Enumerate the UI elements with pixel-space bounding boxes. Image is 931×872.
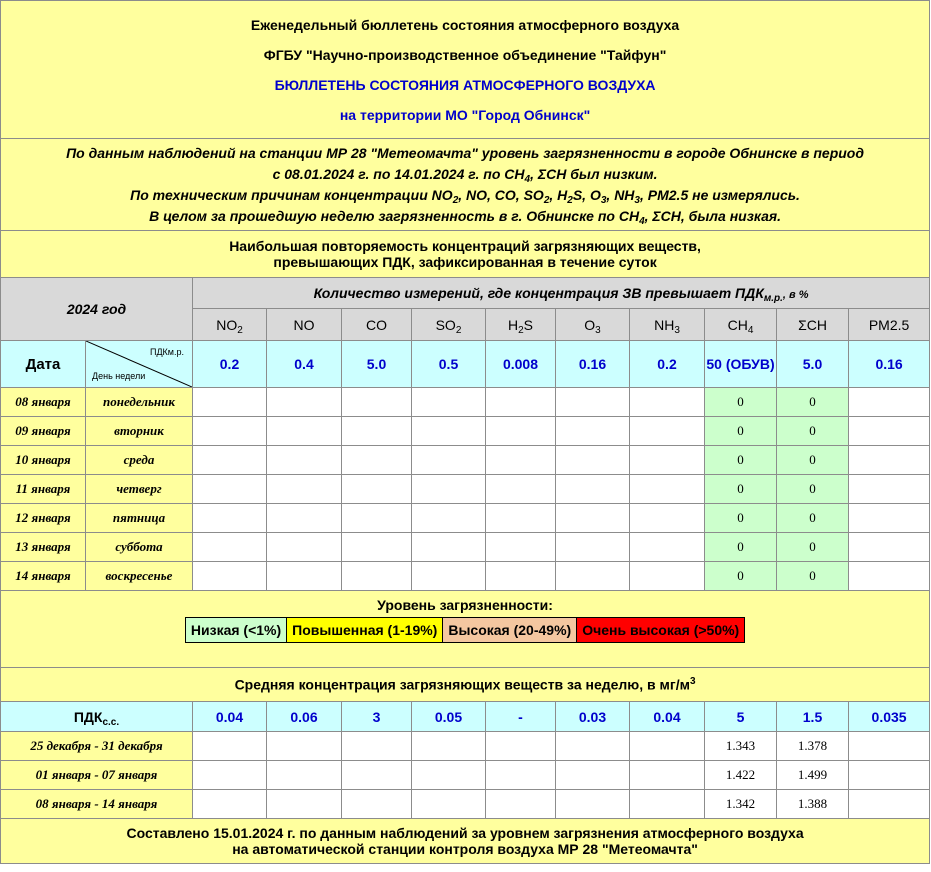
weekly-sch-value: 1.499	[777, 761, 849, 790]
day-empty-cell	[412, 562, 486, 591]
day-date: 12 января	[1, 504, 86, 533]
day-ch4-value: 0	[705, 504, 777, 533]
weekly-empty-cell	[267, 732, 342, 761]
day-weekday: среда	[86, 446, 193, 475]
summary-text: По техническим причинам концентрации NO	[130, 186, 453, 203]
pollutant-header	[777, 309, 849, 341]
pollutant-base: NH	[654, 316, 675, 333]
weekly-empty-cell	[630, 761, 705, 790]
weekly-row	[1, 761, 930, 790]
summary-text: По данным наблюдений на станции МР 28 "Метеомачта" уровень загрязненности в городе Обнинске в период	[66, 144, 864, 161]
day-empty-cell	[630, 533, 705, 562]
day-row	[1, 388, 930, 417]
pdk-ss-value: 0.06	[267, 702, 342, 732]
day-sch-value: 0	[777, 446, 849, 475]
diagonal-bottom-label: День недели	[92, 371, 146, 381]
frequency-title	[1, 231, 930, 278]
pollutant-header	[630, 309, 705, 341]
day-empty-cell	[486, 475, 556, 504]
day-empty-cell	[342, 388, 412, 417]
day-weekday: суббота	[86, 533, 193, 562]
day-ch4-value: 0	[705, 388, 777, 417]
day-row	[1, 417, 930, 446]
pollutant-header	[849, 309, 930, 341]
day-empty-cell	[486, 562, 556, 591]
pollutant-sub: 2	[237, 324, 243, 336]
pollutant-header	[342, 309, 412, 341]
weekly-empty-cell	[267, 761, 342, 790]
pdk-mr-value: 0.4	[267, 341, 342, 388]
pollutant-base: CO	[366, 316, 387, 333]
day-weekday: четверг	[86, 475, 193, 504]
summary-text: с 08.01.2024 г. по 14.01.2024 г. по CH	[272, 165, 525, 182]
pollutant-header	[705, 309, 777, 341]
pollutant-base: NO	[216, 316, 238, 333]
legend-table	[185, 617, 745, 643]
day-empty-cell	[556, 475, 630, 504]
day-sch-value: 0	[777, 388, 849, 417]
day-empty-cell	[412, 388, 486, 417]
weekly-period: 08 января - 14 января	[1, 790, 193, 819]
legend-title: Уровень загрязненности:	[377, 597, 553, 613]
legend-item: Низкая (<1%)	[185, 618, 286, 643]
summary-sub: 2	[452, 194, 459, 206]
year-cell: 2024 год	[1, 278, 193, 341]
count-header-unit: , в %	[782, 289, 809, 301]
day-empty-cell	[486, 533, 556, 562]
pdk-ss-value: 5	[705, 702, 777, 732]
day-empty-cell	[630, 562, 705, 591]
summary-sub: 4	[524, 173, 531, 185]
weekly-empty-cell	[193, 790, 267, 819]
pollutant-sub: 4	[747, 324, 754, 336]
summary-text: , H	[549, 186, 568, 203]
weekly-empty-cell	[342, 732, 412, 761]
summary-line-2	[5, 164, 925, 185]
weekly-empty-cell	[630, 732, 705, 761]
weekly-empty-cell	[849, 790, 930, 819]
summary-line-3	[5, 185, 925, 206]
pollutant-sub: 3	[674, 324, 680, 336]
weekly-empty-cell	[486, 732, 556, 761]
weekly-empty-cell	[849, 732, 930, 761]
pollutant-header	[412, 309, 486, 341]
day-empty-cell	[630, 475, 705, 504]
pdk-ss-value: 0.04	[193, 702, 267, 732]
day-ch4-value: 0	[705, 562, 777, 591]
weekly-ch4-value: 1.342	[705, 790, 777, 819]
day-row	[1, 533, 930, 562]
weekly-title-sup: 3	[689, 676, 696, 688]
day-empty-cell	[193, 475, 267, 504]
day-empty-cell	[267, 533, 342, 562]
pdk-mr-value: 0.16	[556, 341, 630, 388]
day-ch4-value: 0	[705, 417, 777, 446]
day-ch4-value: 0	[705, 446, 777, 475]
summary-block	[1, 139, 930, 231]
day-empty-cell	[193, 533, 267, 562]
weekly-empty-cell	[267, 790, 342, 819]
day-empty-cell	[267, 417, 342, 446]
pollutant-tail: S	[523, 316, 534, 333]
pdk-ss-label	[1, 702, 193, 732]
day-empty-cell	[849, 417, 930, 446]
weekly-title	[1, 668, 930, 702]
summary-sub: 2	[567, 194, 573, 206]
day-ch4-value: 0	[705, 475, 777, 504]
header-line-3: БЮЛЛЕТЕНЬ СОСТОЯНИЯ АТМОСФЕРНОГО ВОЗДУХА	[274, 76, 656, 93]
day-empty-cell	[342, 446, 412, 475]
pdk-mr-row	[1, 341, 930, 388]
day-empty-cell	[486, 446, 556, 475]
summary-text: В целом за прошедшую неделю загрязненность в г. Обнинске по CH	[149, 207, 640, 224]
day-empty-cell	[267, 562, 342, 591]
summary-line-4	[5, 206, 925, 227]
day-date: 10 января	[1, 446, 86, 475]
summary-text: , ΣCH, была низкая.	[644, 207, 782, 224]
weekly-empty-cell	[412, 790, 486, 819]
weekly-empty-cell	[556, 790, 630, 819]
weekly-empty-cell	[556, 732, 630, 761]
day-date: 11 января	[1, 475, 86, 504]
pollutant-base: CH	[727, 316, 748, 333]
day-row	[1, 475, 930, 504]
day-empty-cell	[342, 475, 412, 504]
day-sch-value: 0	[777, 475, 849, 504]
day-date: 13 января	[1, 533, 86, 562]
frequency-title-line-1: Наибольшая повторяемость концентраций загрязняющих веществ,	[229, 238, 701, 254]
day-empty-cell	[193, 446, 267, 475]
day-weekday: воскресенье	[86, 562, 193, 591]
weekly-period: 01 января - 07 января	[1, 761, 193, 790]
pdk-mr-value: 0.5	[412, 341, 486, 388]
pdk-ss-value: 0.03	[556, 702, 630, 732]
pdk-ss-label-sub: с.с.	[102, 716, 120, 728]
day-empty-cell	[849, 388, 930, 417]
legend-item: Очень высокая (>50%)	[577, 618, 745, 643]
day-sch-value: 0	[777, 504, 849, 533]
weekly-empty-cell	[412, 761, 486, 790]
footer-line-1: Составлено 15.01.2024 г. по данным наблюдений за уровнем загрязнения атмосферного воздуха	[126, 825, 804, 841]
weekly-empty-cell	[486, 761, 556, 790]
day-empty-cell	[486, 388, 556, 417]
day-weekday: понедельник	[86, 388, 193, 417]
pdk-mr-value: 50 (ОБУВ)	[705, 341, 777, 388]
day-empty-cell	[193, 504, 267, 533]
summary-text: , ΣCH был низким.	[530, 165, 658, 182]
pdk-ss-value: -	[486, 702, 556, 732]
diagonal-header-cell	[86, 341, 193, 388]
date-label: Дата	[1, 341, 86, 388]
weekly-title-text: Средняя концентрация загрязняющих веществ за неделю, в мг/м	[234, 676, 690, 693]
pdk-ss-value: 3	[342, 702, 412, 732]
pdk-ss-value: 0.035	[849, 702, 930, 732]
weekly-empty-cell	[342, 790, 412, 819]
count-header-text: Количество измерений, где концентрация ЗВ превышает ПДК	[313, 285, 764, 301]
day-empty-cell	[342, 533, 412, 562]
day-empty-cell	[342, 504, 412, 533]
pollutant-base: H	[507, 316, 519, 333]
day-empty-cell	[486, 504, 556, 533]
weekly-row	[1, 732, 930, 761]
day-empty-cell	[556, 562, 630, 591]
pollutant-base: SO	[435, 316, 456, 333]
day-date: 08 января	[1, 388, 86, 417]
pollutant-sub: 3	[595, 324, 601, 336]
pdk-mr-value: 0.2	[630, 341, 705, 388]
legend-item: Повышенная (1-19%)	[287, 618, 443, 643]
pdk-ss-value: 0.05	[412, 702, 486, 732]
pollutant-header	[556, 309, 630, 341]
pdk-mr-value: 5.0	[777, 341, 849, 388]
day-empty-cell	[267, 388, 342, 417]
day-empty-cell	[849, 533, 930, 562]
footer-line-2: на автоматической станции контроля воздуха МР 28 "Метеомачта"	[232, 841, 698, 857]
day-empty-cell	[486, 417, 556, 446]
day-empty-cell	[556, 533, 630, 562]
day-weekday: пятница	[86, 504, 193, 533]
summary-line-1	[5, 143, 925, 164]
day-row	[1, 504, 930, 533]
header-line-2: ФГБУ "Научно-производственное объединение "Тайфун"	[263, 46, 667, 63]
day-empty-cell	[849, 475, 930, 504]
day-empty-cell	[556, 388, 630, 417]
weekly-sch-value: 1.378	[777, 732, 849, 761]
pdk-ss-value: 1.5	[777, 702, 849, 732]
summary-text: , PM2.5 не измерялись.	[639, 186, 800, 203]
summary-text: , NH	[606, 186, 635, 203]
count-header	[193, 278, 930, 309]
day-empty-cell	[412, 446, 486, 475]
day-sch-value: 0	[777, 562, 849, 591]
header-line-4: на территории МО "Город Обнинск"	[339, 106, 591, 123]
day-empty-cell	[630, 504, 705, 533]
day-date: 14 января	[1, 562, 86, 591]
diagonal-top-label: ПДКм.р.	[149, 347, 184, 357]
day-empty-cell	[630, 417, 705, 446]
pollutant-header	[193, 309, 267, 341]
pollutant-header	[486, 309, 556, 341]
header-line-1: Еженедельный бюллетень состояния атмосферного воздуха	[250, 16, 680, 33]
pdk-mr-value: 0.2	[193, 341, 267, 388]
day-ch4-value: 0	[705, 533, 777, 562]
summary-sub: 2	[543, 194, 550, 206]
day-empty-cell	[342, 562, 412, 591]
legend-item: Высокая (20-49%)	[443, 618, 577, 643]
summary-text: S, O	[572, 186, 601, 203]
pdk-mr-value: 0.16	[849, 341, 930, 388]
weekly-period: 25 декабря - 31 декабря	[1, 732, 193, 761]
pollutant-sub: 2	[518, 324, 524, 336]
day-row	[1, 562, 930, 591]
day-empty-cell	[412, 417, 486, 446]
day-empty-cell	[412, 504, 486, 533]
day-empty-cell	[342, 417, 412, 446]
day-empty-cell	[556, 417, 630, 446]
day-empty-cell	[849, 446, 930, 475]
weekly-sch-value: 1.388	[777, 790, 849, 819]
frequency-title-line-2: превышающих ПДК, зафиксированная в течение суток	[273, 254, 657, 270]
pdk-ss-label-text: ПДК	[73, 708, 103, 725]
summary-text: , NO, CO, SO	[458, 186, 544, 203]
weekly-empty-cell	[556, 761, 630, 790]
day-empty-cell	[267, 504, 342, 533]
count-header-sub: м.р.	[763, 293, 783, 304]
day-empty-cell	[193, 417, 267, 446]
weekly-empty-cell	[193, 732, 267, 761]
weekly-ch4-value: 1.422	[705, 761, 777, 790]
weekly-empty-cell	[193, 761, 267, 790]
day-empty-cell	[630, 388, 705, 417]
day-empty-cell	[556, 504, 630, 533]
weekly-empty-cell	[412, 732, 486, 761]
pollutant-base: O	[584, 316, 596, 333]
pollutant-base: ΣCH	[798, 316, 827, 333]
day-empty-cell	[193, 562, 267, 591]
day-empty-cell	[267, 446, 342, 475]
day-empty-cell	[267, 475, 342, 504]
pollutant-sub: 2	[455, 324, 462, 336]
pdk-mr-value: 5.0	[342, 341, 412, 388]
summary-sub: 3	[600, 194, 607, 206]
day-empty-cell	[849, 504, 930, 533]
weekly-empty-cell	[630, 790, 705, 819]
weekly-ch4-value: 1.343	[705, 732, 777, 761]
day-empty-cell	[630, 446, 705, 475]
weekly-empty-cell	[849, 761, 930, 790]
pollutant-base: NO	[293, 316, 315, 333]
pdk-ss-row	[1, 702, 930, 732]
pollutant-header	[267, 309, 342, 341]
day-empty-cell	[556, 446, 630, 475]
day-sch-value: 0	[777, 417, 849, 446]
day-weekday: вторник	[86, 417, 193, 446]
weekly-row	[1, 790, 930, 819]
weekly-empty-cell	[486, 790, 556, 819]
weekly-empty-cell	[342, 761, 412, 790]
day-date: 09 января	[1, 417, 86, 446]
day-empty-cell	[412, 475, 486, 504]
pdk-mr-value: 0.008	[486, 341, 556, 388]
day-empty-cell	[412, 533, 486, 562]
pdk-ss-value: 0.04	[630, 702, 705, 732]
legend-block	[1, 591, 930, 668]
footer-block	[1, 819, 930, 864]
day-empty-cell	[849, 562, 930, 591]
bulletin-header	[1, 1, 930, 139]
day-row	[1, 446, 930, 475]
day-sch-value: 0	[777, 533, 849, 562]
summary-sub: 4	[639, 215, 645, 227]
day-empty-cell	[193, 388, 267, 417]
summary-sub: 3	[634, 194, 640, 206]
pollutant-base: PM2.5	[868, 316, 910, 333]
